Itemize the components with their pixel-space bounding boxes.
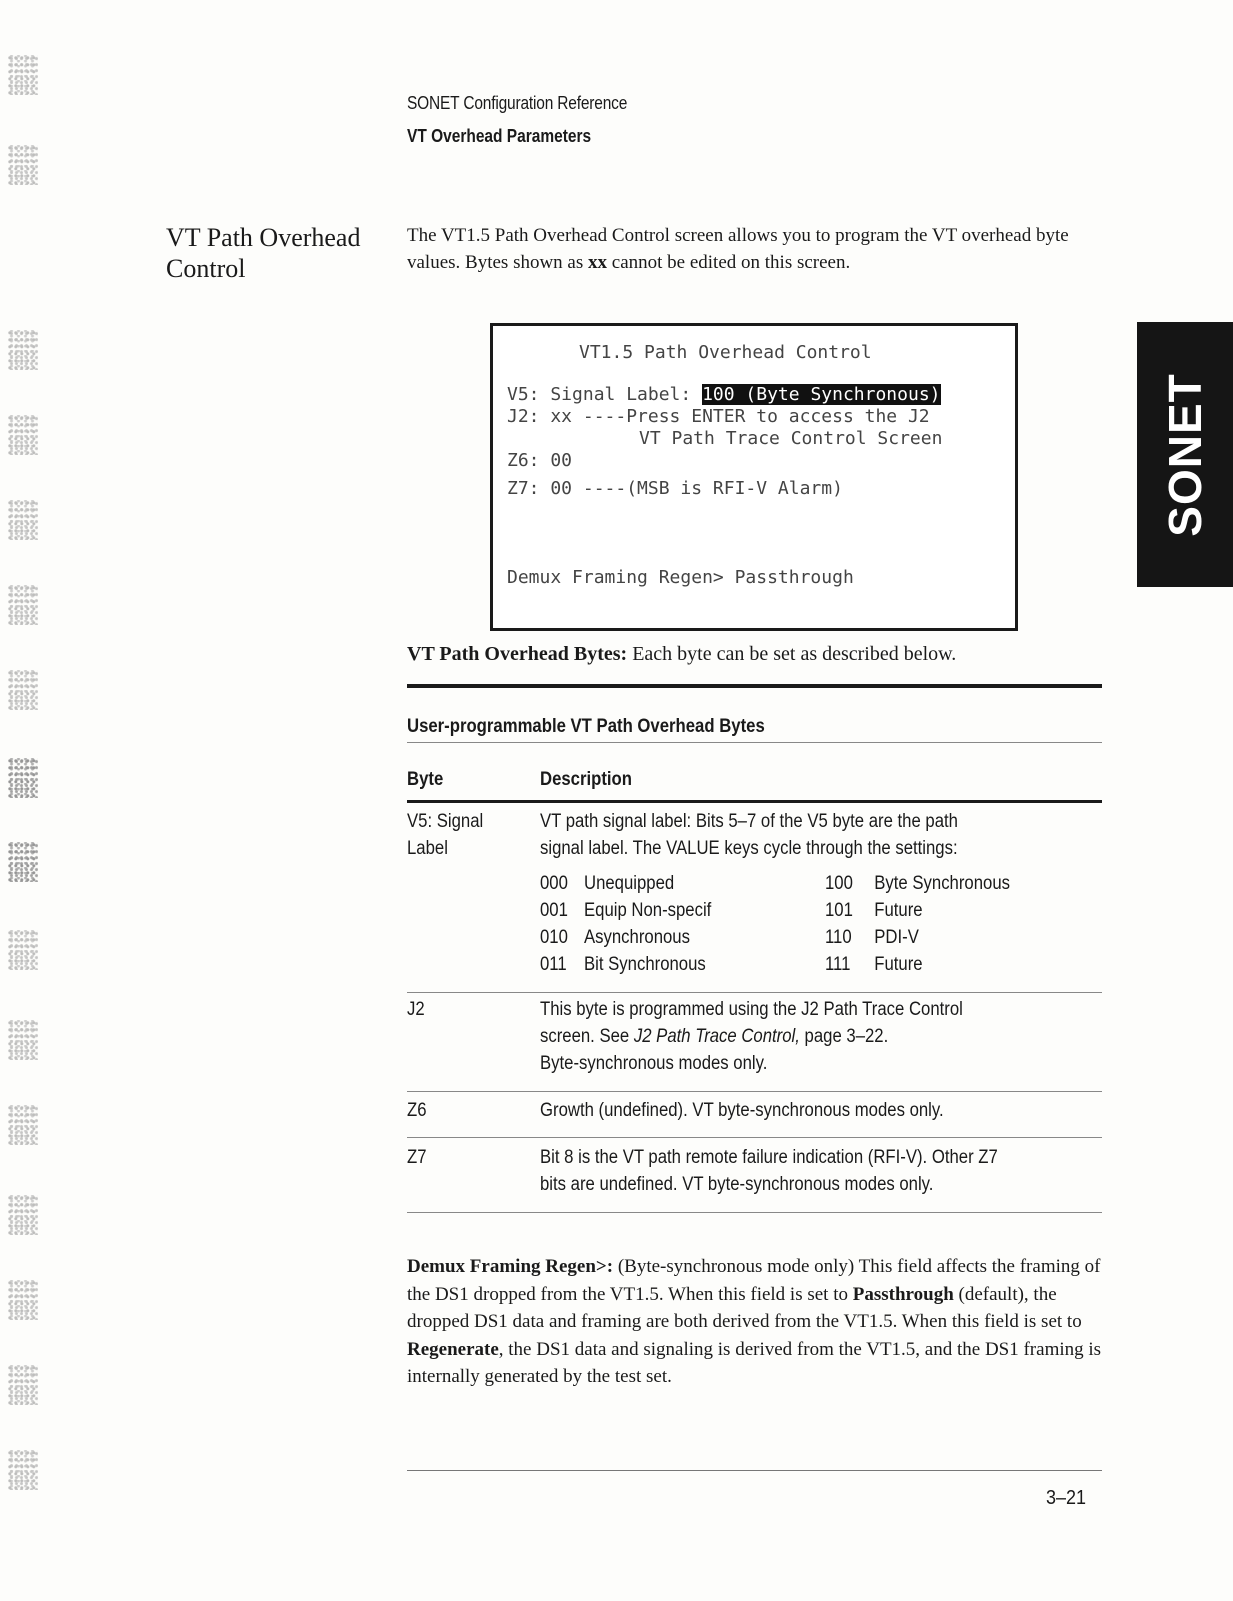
code-row: 001 Equip Non-specif <box>540 900 712 921</box>
table-row-desc-v5: VT path signal label: Bits 5–7 of the V5 byte are the path signal label. The VALUE keys cycle through the settings: <box>540 811 958 859</box>
code-row: 111 Future <box>825 954 923 975</box>
signal-label-codes-left <box>540 870 711 978</box>
table-row-byte-z7: Z7 <box>407 1147 427 1168</box>
table-row-desc-z6: Growth (undefined). VT byte-synchronous modes only. <box>540 1100 944 1121</box>
screen-z6-line: Z6: 00 <box>507 450 573 471</box>
scan-artifact <box>8 1450 38 1490</box>
terminal-screen <box>490 323 1018 631</box>
scan-artifact <box>8 670 38 710</box>
footer-rule <box>407 1470 1102 1471</box>
code-row: 010 Asynchronous <box>540 927 690 948</box>
scan-artifact <box>8 1280 38 1320</box>
table-row-desc-j2: This byte is programmed using the J2 Path Trace Control screen. See J2 Path Trace Control, page 3–22. Byte-synchronous modes only. <box>540 999 963 1074</box>
scan-artifact <box>8 930 38 970</box>
scan-artifact <box>8 1195 38 1235</box>
table-top-rule <box>407 684 1102 688</box>
scan-artifact <box>8 1105 38 1145</box>
scan-artifact <box>8 842 38 882</box>
scan-artifact <box>8 145 38 185</box>
intro-paragraph: The VT1.5 Path Overhead Control screen allows you to program the VT overhead byte values. Bytes shown as xx cannot be edited on this screen. <box>407 225 1069 273</box>
code-row: 101 Future <box>825 900 923 921</box>
section-heading: VT Path Overhead Control <box>166 223 361 283</box>
scan-artifact <box>8 1020 38 1060</box>
table-row-byte-j2: J2 <box>407 999 425 1020</box>
row-divider <box>407 1091 1102 1092</box>
scan-artifact <box>8 415 38 455</box>
code-row: 110 PDI-V <box>825 927 919 948</box>
signal-label-codes-right <box>825 870 1010 978</box>
running-header-title: VT Overhead Parameters <box>407 126 592 146</box>
scan-artifact <box>8 585 38 625</box>
code-row: 011 Bit Synchronous <box>540 954 706 975</box>
row-divider <box>407 1137 1102 1138</box>
table-row-byte-z6: Z6 <box>407 1100 427 1121</box>
code-row: 100 Byte Synchronous <box>825 873 1010 894</box>
scan-artifact <box>8 500 38 540</box>
screen-j2-line2: VT Path Trace Control Screen <box>639 428 943 449</box>
row-divider <box>407 992 1102 993</box>
column-header-description: Description <box>540 769 632 790</box>
screen-j2-line: J2: xx ----Press ENTER to access the J2 <box>507 406 930 427</box>
divider <box>407 742 1102 743</box>
table-bottom-rule <box>407 1212 1102 1213</box>
screen-v5-line: V5: Signal Label: 100 (Byte Synchronous) <box>507 384 941 405</box>
table-row-desc-z7: Bit 8 is the VT path remote failure indication (RFI-V). Other Z7 bits are undefined. VT byte-synchronous modes only. <box>540 1147 998 1195</box>
screen-title: VT1.5 Path Overhead Control <box>579 342 872 363</box>
bytes-intro: VT Path Overhead Bytes: Each byte can be set as described below. <box>407 643 957 665</box>
table-row-byte-v5: V5: Signal Label <box>407 811 484 859</box>
screen-z7-line: Z7: 00 ----(MSB is RFI-V Alarm) <box>507 478 843 499</box>
table-title: User-programmable VT Path Overhead Bytes <box>407 716 765 737</box>
section-tab: SONET <box>1137 322 1233 587</box>
scan-artifact <box>8 330 38 370</box>
screen-demux-line: Demux Framing Regen> Passthrough <box>507 567 854 588</box>
page-number: 3–21 <box>1046 1487 1087 1509</box>
code-row: 000 Unequipped <box>540 873 675 894</box>
scan-artifact <box>8 55 38 95</box>
running-header: SONET Configuration Reference <box>407 93 628 113</box>
scan-artifact <box>8 1365 38 1405</box>
scan-artifact <box>8 758 38 798</box>
v5-selected-value[interactable]: 100 (Byte Synchronous) <box>702 384 941 405</box>
header-rule <box>407 800 1102 803</box>
column-header-byte: Byte <box>407 769 444 790</box>
demux-paragraph: Demux Framing Regen>: (Byte-synchronous mode only) This field affects the framing of the DS1 dropped from the VT1.5. When this field is set to Passthrough (default), the dropped DS1 data and framing are both derived from the VT1.5. When this field is set to Regenerate, the DS1 data and signaling is derived from the VT1.5, and the DS1 framing is internally generated by the test set. <box>407 1256 1102 1387</box>
